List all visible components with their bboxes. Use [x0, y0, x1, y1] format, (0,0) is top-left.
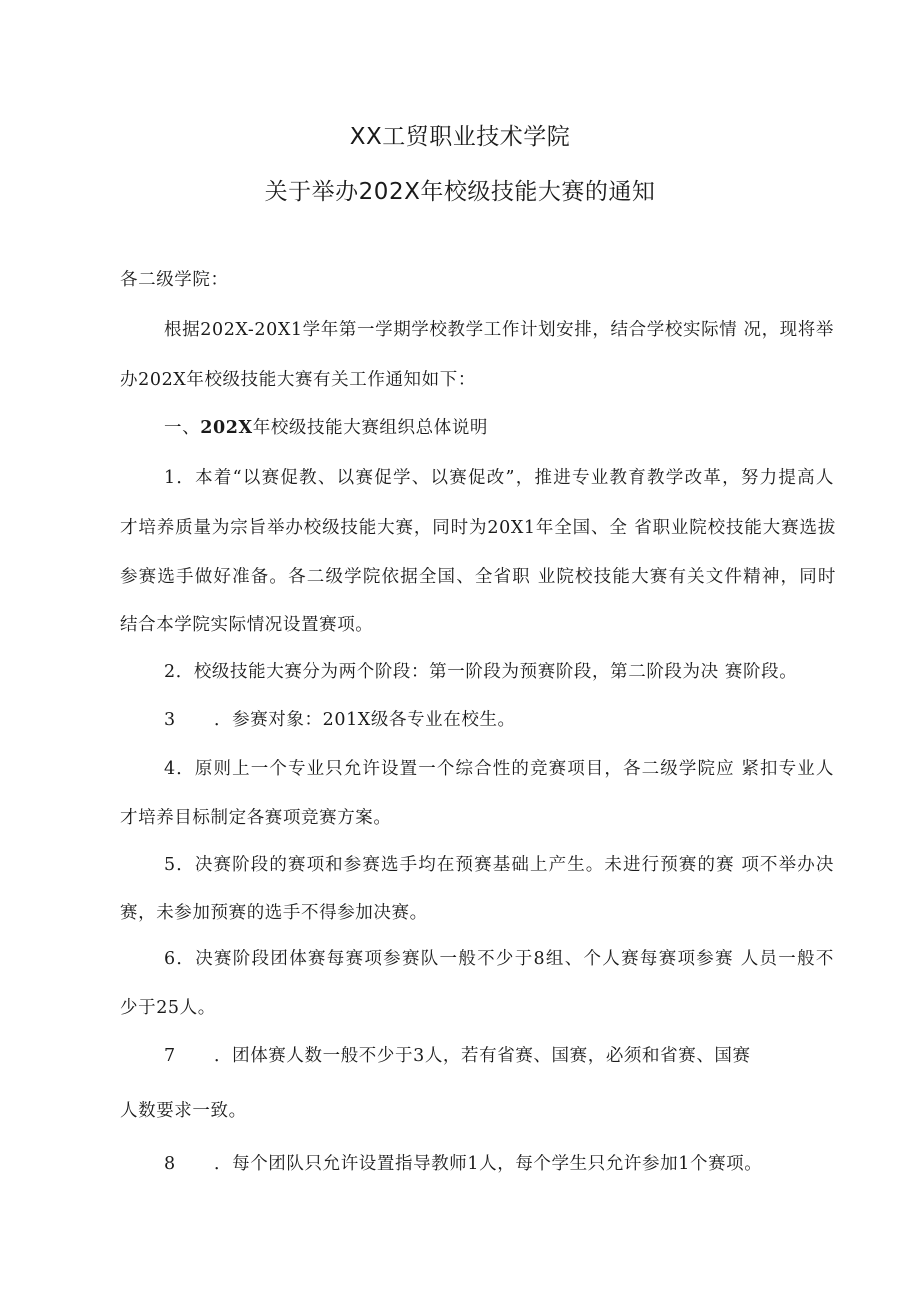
- item-text: ．决赛阶段团体赛每赛项参赛队一般不少于8组、个人赛每赛项参赛 人员一般不: [175, 949, 834, 969]
- section-heading-text: 年校级技能大赛组织总体说明: [252, 418, 489, 438]
- item-number: 1: [164, 468, 176, 488]
- item-text: ．参赛对象：201X级各专业在校生。: [214, 710, 516, 730]
- section-heading-prefix: 一、: [164, 418, 201, 438]
- section-heading-year: 202X: [200, 418, 253, 438]
- item-1-line-2: 才培养质量为宗旨举办校级技能大赛，同时为20X1年全国、全 省职业院校技能大赛选拔: [120, 518, 836, 538]
- item-number: 2: [164, 662, 176, 682]
- item-number: 8: [164, 1154, 176, 1174]
- item-3-line-1: [164, 706, 516, 731]
- item-5-line-2: 赛，未参加预赛的选手不得参加决赛。: [120, 903, 428, 923]
- item-text: ．本着“以赛促教、以赛促学、以赛促改”，推进专业教育教学改革，努力提高人: [175, 468, 834, 488]
- item-number: 4: [164, 759, 176, 779]
- item-text: ．原则上一个专业只允许设置一个综合性的竞赛项目，各二级学院应 紧扣专业人: [175, 759, 834, 779]
- intro-line-2: 办202X年校级技能大赛有关工作通知如下：: [120, 370, 476, 390]
- item-1-line-3: 参赛选手做好准备。各二级学院依据全国、全省职 业院校技能大赛有关文件精神，同时: [120, 567, 836, 587]
- item-6-line-1: [164, 945, 834, 970]
- item-4-line-1: [164, 755, 834, 780]
- item-1-line-1: [164, 464, 834, 489]
- salutation: 各二级学院：: [120, 270, 229, 290]
- item-8-line-1: [164, 1150, 762, 1175]
- item-text: ．团体赛人数一般不少于3人，若有省赛、国赛，必须和省赛、国赛: [214, 1046, 751, 1066]
- item-text: ．每个团队只允许设置指导教师1人，每个学生只允许参加1个赛项。: [214, 1154, 763, 1174]
- item-7-line-1: [164, 1042, 751, 1067]
- item-number: 3: [164, 710, 176, 730]
- intro-line-1: 根据202X-20X1学年第一学期学校教学工作计划安排，结合学校实际情 况，现将举: [164, 320, 834, 340]
- item-4-line-2: 才培养目标制定各赛项竞赛方案。: [120, 808, 392, 828]
- item-number: 5: [164, 855, 176, 875]
- section-heading-1: [164, 414, 488, 439]
- item-number: 6: [164, 949, 176, 969]
- item-7-line-2: 人数要求一致。: [120, 1101, 247, 1121]
- item-text: ．校级技能大赛分为两个阶段：第一阶段为预赛阶段，第二阶段为决 赛阶段。: [175, 662, 798, 682]
- item-6-line-2: 少于25人。: [120, 998, 216, 1018]
- document-title-line1: XX工贸职业技术学院: [349, 124, 571, 150]
- document-title-line2: 关于举办202X年校级技能大赛的通知: [264, 179, 656, 205]
- item-5-line-1: [164, 851, 834, 876]
- item-text: ．决赛阶段的赛项和参赛选手均在预赛基础上产生。未进行预赛的赛 项不举办决: [175, 855, 834, 875]
- item-number: 7: [164, 1046, 176, 1066]
- item-2-line-1: [164, 658, 797, 683]
- item-1-line-4: 结合本学院实际情况设置赛项。: [120, 615, 374, 635]
